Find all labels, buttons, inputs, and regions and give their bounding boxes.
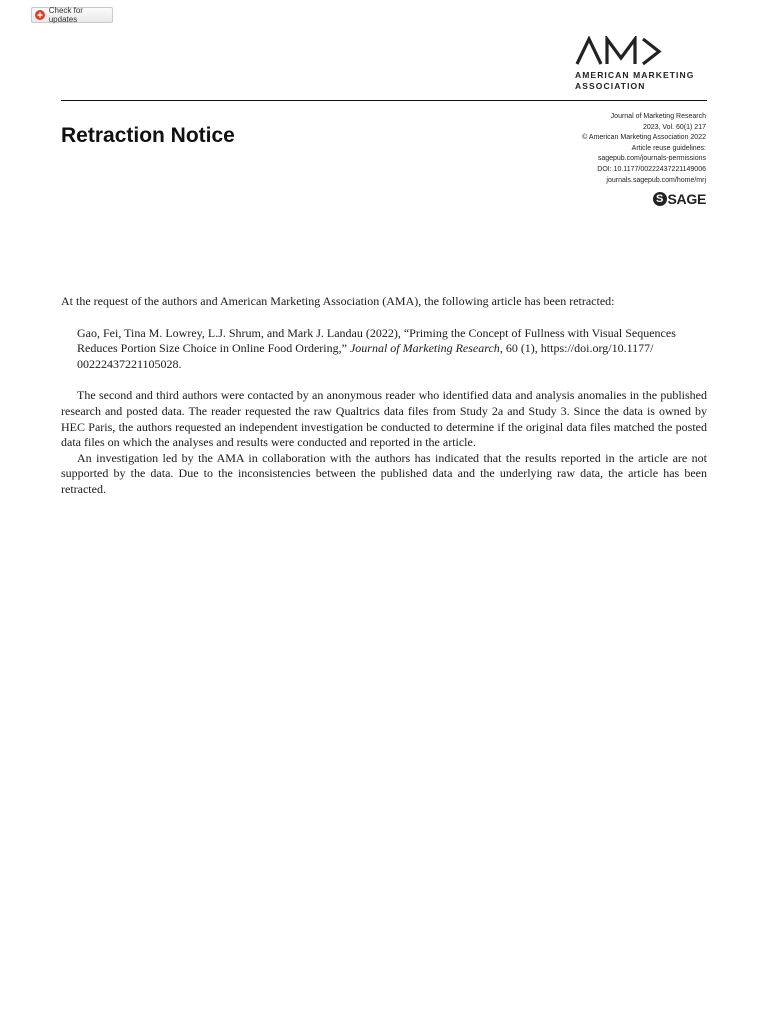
reuse-guidelines: Article reuse guidelines: xyxy=(631,144,706,152)
body-paragraph-1: The second and third authors were contacted by an anonymous reader who identified data and analysis anomalies in the published research and posted data. The reader requested the raw Qualtrics data files from Study 2a and Study 3. Since the data is owned by HEC Paris, the authors requested an independent investigation be conducted to determine if the original data files matched the posted data files on which the analyses and results were conducted and reported in the article. xyxy=(61,388,707,450)
ama-logo xyxy=(575,36,715,92)
intro-paragraph: At the request of the authors and American Marketing Association (AMA), the following article has been retracted: xyxy=(61,294,615,308)
page-title: Retraction Notice xyxy=(61,124,235,147)
citation-authors-title: Gao, Fei, Tina M. Lowrey, L.J. Shrum, and Mark J. Landau (2022), “Priming the Concept of Fullness with Visual Sequences Reduces Portion Size Choice in Online Food Ordering,” xyxy=(77,325,676,356)
sage-circle-icon: S xyxy=(653,192,667,206)
copyright-line: © American Marketing Association 2022 xyxy=(582,134,706,142)
journal-name: Journal of Marketing Research xyxy=(610,113,706,120)
check-for-updates-label: Check for updates xyxy=(48,6,83,24)
header-rule xyxy=(61,100,707,101)
body-paragraph-2: An investigation led by the AMA in collaboration with the authors has indicated that the results reported in the article are not supported by the data. Due to the inconsistencies between the published data and the underlying raw data, the article has been retracted. xyxy=(61,450,707,496)
journal-homepage-link[interactable]: journals.sagepub.com/home/mrj xyxy=(606,176,706,184)
citation-doi[interactable]: , 60 (1), https://doi.org/10.1177/ 00222437221105028. xyxy=(77,341,654,371)
ama-org-line2: ASSOCIATION xyxy=(575,81,646,91)
ama-org-line1: AMERICAN MARKETING xyxy=(575,70,695,80)
citation-journal: Journal of Marketing Research xyxy=(349,341,500,356)
sage-wordmark: SAGE xyxy=(667,191,706,207)
ama-mark-icon xyxy=(575,36,663,66)
journal-volume: 2023, Vol. 60(1) 217 xyxy=(642,123,706,131)
check-for-updates-button[interactable] xyxy=(31,7,113,23)
journal-metadata xyxy=(486,112,706,186)
sage-logo xyxy=(653,191,706,207)
retracted-article-citation xyxy=(77,326,707,373)
doi-line[interactable]: DOI: 10.1177/00222437221149006 xyxy=(597,165,706,173)
crossmark-icon xyxy=(35,10,45,20)
article-body xyxy=(61,294,707,498)
permissions-link[interactable]: sagepub.com/journals-permissions xyxy=(597,155,706,163)
